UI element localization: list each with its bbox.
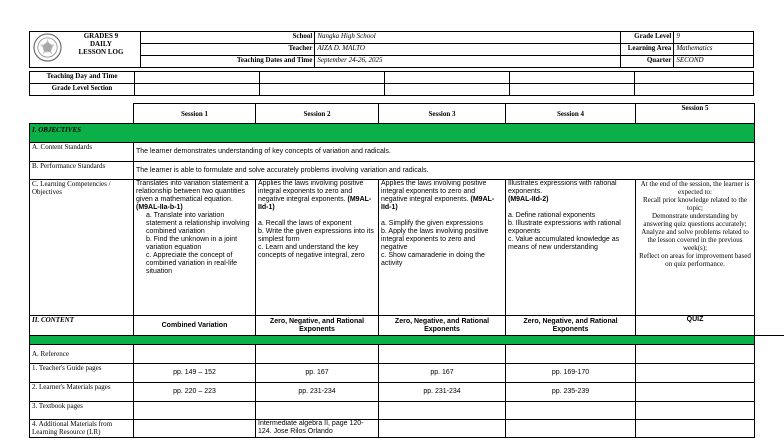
competency-s1-code: (M9AL-IIa-b-1) [136, 204, 183, 211]
textbook-label: 3. Textbook pages [30, 402, 134, 420]
competency-s5-line-1: At the end of the session, the learner is expected to: [640, 180, 750, 196]
lesson-table [29, 103, 784, 438]
competency-s3-item-a: a. Simplify the given expressions [381, 220, 483, 227]
teacher-label: Teacher [140, 44, 314, 56]
title-line-3: LESSON LOG [78, 48, 124, 56]
content-s5: QUIZ [636, 316, 755, 336]
header-table [29, 31, 754, 68]
competency-s1-intro: Translates into variation statement a relationship between two quantities given a mathematical equation. [136, 180, 249, 203]
content-heading: II. CONTENT [30, 316, 134, 336]
competency-s5-line-5: Reflect on areas for improvement based on quiz performance. [639, 252, 751, 268]
school-label: School [140, 32, 314, 44]
performance-standards-text: The learner is able to formulate and solve accurately problems involving variation and radicals. [134, 162, 755, 180]
grade-value: 9 [674, 32, 754, 44]
performance-standards-label: B. Performance Standards [30, 162, 134, 180]
competency-s4-item-a: a. Define rational exponents [508, 212, 596, 219]
dates-value: September 24-26, 2025 [315, 56, 621, 68]
competency-s3-code: (M9AL-IId-1) [381, 196, 495, 211]
lm-s1: pp. 220 – 223 [134, 383, 256, 402]
quarter-label: Quarter [620, 56, 673, 68]
competency-s1 [134, 180, 256, 316]
competency-s1-item-a: a. Translate into variation statement a relationship involving combined variation [146, 212, 250, 235]
lm-s5 [636, 383, 755, 402]
competency-s3-intro: Applies the laws involving positive integral exponents to zero and negative integral exponents. [381, 180, 487, 203]
content-standards-text: The learner demonstrates understanding of key concepts of variation and radicals. [134, 143, 755, 162]
quarter-value: SECOND [674, 56, 754, 68]
content-s3: Zero, Negative, and Rational Exponents [379, 316, 506, 336]
area-value: Mathematics [674, 44, 754, 56]
session-5-header: Session 5 [636, 104, 755, 124]
dates-label: Teaching Dates and Time [140, 56, 314, 68]
competency-s1-item-c: c. Appreciate the concept of combined variation in real-life situation [146, 252, 238, 275]
competency-s4-code: (M9AL-IId-2) [508, 196, 549, 203]
title-line-1: GRADES 9 [83, 32, 119, 40]
title-cell [30, 32, 141, 68]
competency-s2 [256, 180, 379, 316]
competency-s3-item-c: c. Show camaraderie in doing the activity [381, 252, 485, 267]
tg-s5 [636, 364, 755, 383]
session-2-header: Session 2 [256, 104, 379, 124]
competency-s4 [506, 180, 636, 316]
lm-s2: pp. 231-234 [256, 383, 379, 402]
additional-s2: Intermediate algebra II, page 120-124. Jose Rilos Orlando [256, 420, 379, 438]
reference-label: A. Reference [30, 345, 134, 364]
competency-s2-code: (M9AL-IId-1) [258, 196, 372, 211]
content-standards-label: A. Content Standards [30, 143, 134, 162]
session-4-header: Session 4 [506, 104, 636, 124]
area-label: Learning Area [620, 44, 673, 56]
competency-s5 [636, 180, 755, 316]
competency-s4-item-b: b. Illustrate expressions with rational exponents [508, 220, 621, 235]
teacher-value: AIZA D. MALTO [315, 44, 621, 56]
competency-s2-intro: Applies the laws involving positive integral exponents to zero and negative integral exponents. [258, 180, 364, 203]
competency-s5-line-4: Analyze and solve problems related to the lesson covered in the previous week(s); [641, 228, 749, 252]
tg-s4: pp. 169-170 [506, 364, 636, 383]
grade-label: Grade Level [620, 32, 673, 44]
competency-s2-item-b: b. Write the given expressions into its simplest form [258, 228, 374, 243]
additional-label: 4. Additional Materials from Learning Resource (LR) [30, 420, 134, 438]
competency-s4-intro: Illustrates expressions with rational exponents. [508, 180, 617, 195]
teaching-day-label: Teaching Day and Time [30, 72, 135, 84]
learners-materials-label: 2. Learner's Materials pages [30, 383, 134, 402]
tg-s1: pp. 149 – 152 [134, 364, 256, 383]
objectives-heading: I. OBJECTIVES [30, 124, 755, 143]
competency-s2-item-c: c. Learn and understand the key concepts of negative integral, zero [258, 244, 365, 259]
competency-s4-item-c: c. Value accumulated knowledge as means of new understanding [508, 236, 620, 251]
session-3-header: Session 3 [379, 104, 506, 124]
teachers-guide-label: 1. Teacher's Guide pages [30, 364, 134, 383]
session-1-header: Session 1 [134, 104, 256, 124]
content-s2: Zero, Negative, and Rational Exponents [256, 316, 379, 336]
title-line-2: DAILY [89, 40, 112, 48]
content-s4: Zero, Negative, and Rational Exponents [506, 316, 636, 336]
competency-s1-item-b: b. Find the unknown in a joint variation equation [146, 236, 238, 251]
school-value: Nangka High School [315, 32, 621, 44]
tg-s3: pp. 167 [379, 364, 506, 383]
lm-s4: pp. 235-239 [506, 383, 636, 402]
competency-s3-item-b: b. Apply the laws involving positive integral exponents to zero and negative [381, 228, 489, 251]
teaching-info-table [29, 71, 754, 96]
competency-s3 [379, 180, 506, 316]
competency-s5-line-2: Recall prior knowledge related to the topic; [643, 196, 747, 212]
competencies-label: C. Learning Competencies / Objectives [30, 180, 134, 316]
lm-s3: pp. 231-234 [379, 383, 506, 402]
grade-section-label: Grade Level Section [30, 84, 135, 96]
tg-s2: pp. 167 [256, 364, 379, 383]
competency-s5-line-3: Demonstrate understanding by answering quiz questions accurately; [643, 212, 747, 228]
content-s1: Combined Variation [134, 316, 256, 336]
competency-s2-item-a: a. Recall the laws of exponent [258, 220, 352, 227]
